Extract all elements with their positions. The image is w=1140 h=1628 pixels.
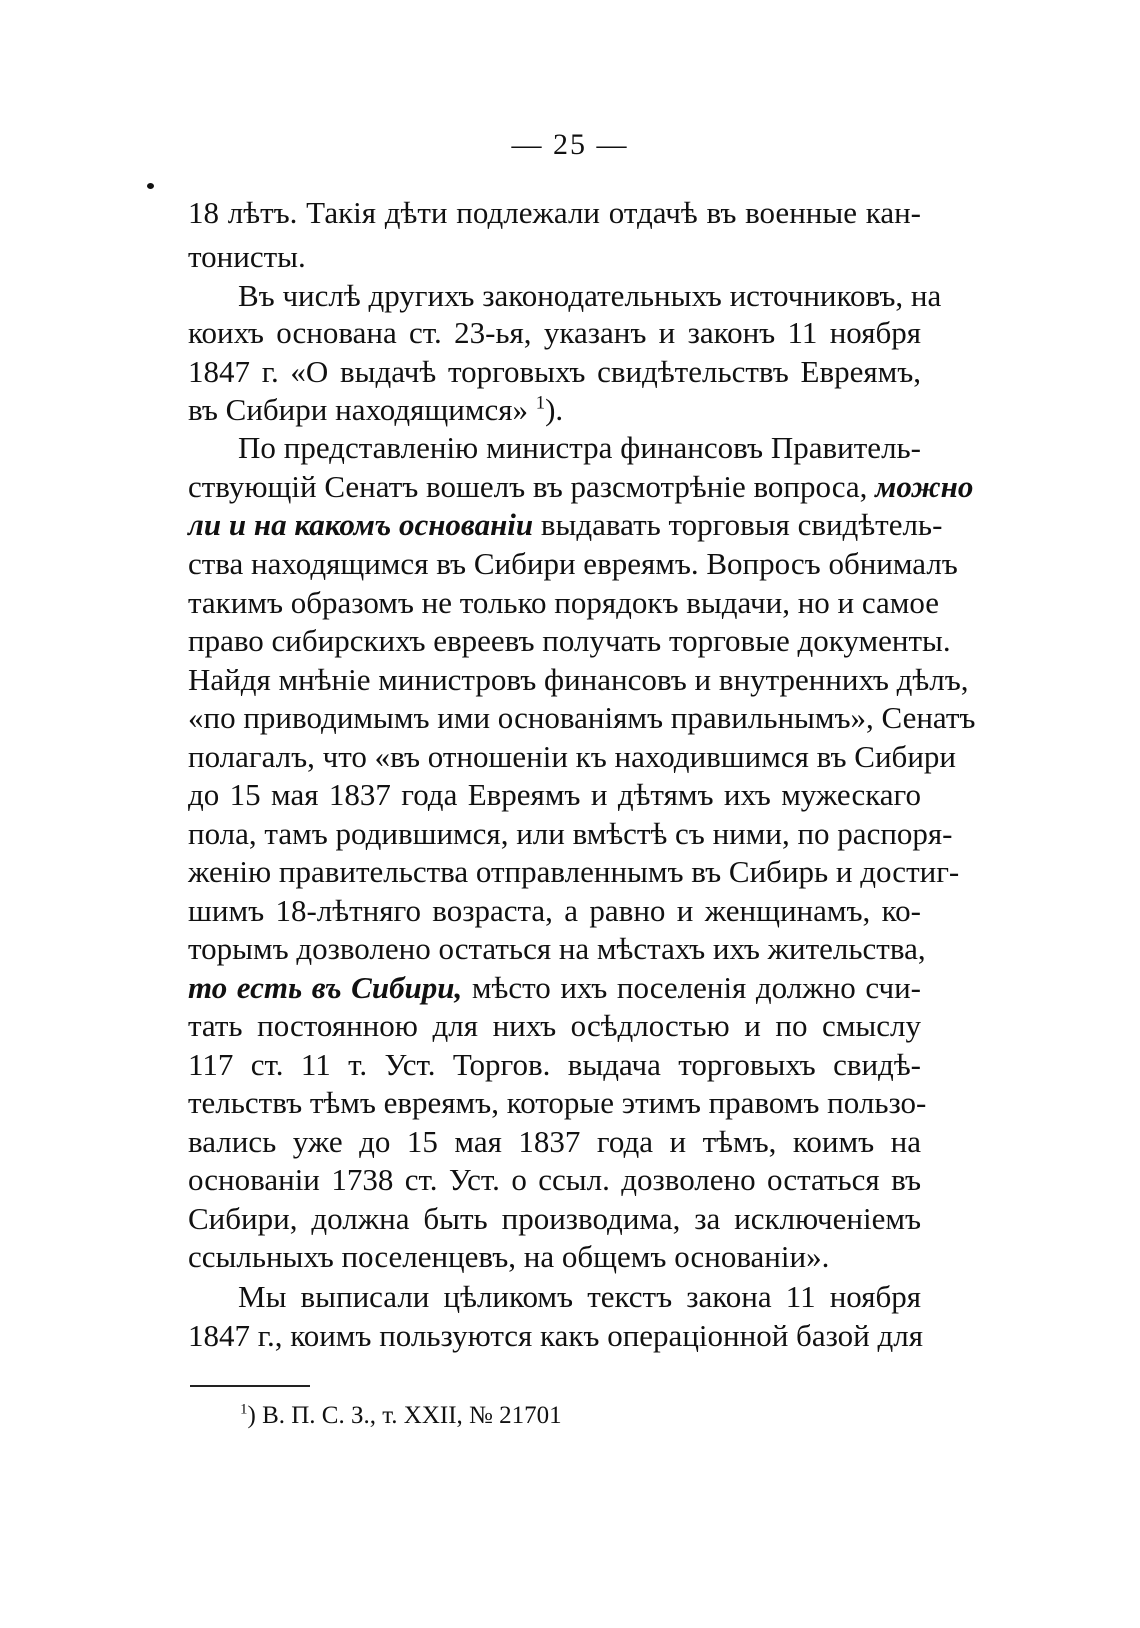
footnote-mark: 1 <box>240 1401 248 1418</box>
text-line-15: полагалъ, что «въ отношеніи къ находившимся въ Сибири <box>188 739 957 774</box>
text-line-30: 1847 г., коимъ пользуются какъ операціонной базой для <box>188 1318 923 1353</box>
text-line-17: пола, тамъ родившимся, или вмѣстѣ съ ними, по распоря- <box>188 816 953 851</box>
text-line-12: право сибирскихъ евреевъ получать торговые документы. <box>188 623 951 658</box>
text-line-9 <box>188 503 943 547</box>
text-line-14: «по приводимымъ ими основаніямъ правильнымъ», Сенатъ <box>188 700 976 735</box>
text-line-18: женію правительства отправленнымъ въ Сибирь и достиг- <box>188 854 960 889</box>
text-line-28: ссыльныхъ поселенцевъ, на общемъ основаніи». <box>188 1239 830 1274</box>
text-line-7: По представленію министра финансовъ Правитель- <box>238 430 921 465</box>
text-line-22: тать постоянною для нихъ осѣдлостью и по смыслу <box>188 1008 921 1043</box>
italic-phrase-2: ли и на какомъ основаніи <box>188 507 534 542</box>
footnote-separator <box>190 1385 310 1387</box>
ink-mark <box>147 183 154 189</box>
text-line-11: такимъ образомъ не только порядокъ выдачи, но и самое <box>188 585 940 620</box>
text-line-27: Сибири, должна быть производима, за исключеніемъ <box>188 1201 921 1236</box>
text-line-4: коихъ основана ст. 23-ья, указанъ и законъ 11 ноября <box>188 315 921 350</box>
text-line-10: ства находящимся въ Сибири евреямъ. Вопросъ обнималъ <box>188 546 958 581</box>
text-line-13: Найдя мнѣніе министровъ финансовъ и внутреннихъ дѣлъ, <box>188 662 969 697</box>
italic-phrase-3: то есть въ Сибири, <box>188 970 463 1005</box>
page-number: — 25 — <box>511 128 629 161</box>
footnote-ref: 1 <box>535 392 546 414</box>
text-line-9-tail: выдавать торговыя свидѣтель- <box>540 507 943 542</box>
text-line-16: до 15 мая 1837 года Евреямъ и дѣтямъ ихъ мужескаго <box>188 777 921 812</box>
text-line-20: торымъ дозволено остаться на мѣстахъ ихъ жительства, <box>188 931 926 966</box>
text-line-2: тонисты. <box>188 239 306 274</box>
footnote: $^1$) В. П. С. З., т. XXII, № 21701 <box>240 1401 562 1429</box>
text-line-6-tail: ). <box>545 392 564 427</box>
footnote-text: В. П. С. З., т. XXII, № 21701 <box>262 1402 562 1429</box>
text-line-25: вались уже до 15 мая 1837 года и тѣмъ, коимъ на <box>188 1124 921 1159</box>
text-line-1: 18 лѣтъ. Такія дѣти подлежали отдачѣ въ военные кан- <box>188 195 921 230</box>
text-line-6-main: въ Сибири находящимся» <box>188 392 529 427</box>
text-line-29: Мы выписали цѣликомъ текстъ закона 11 ноября <box>238 1279 921 1314</box>
text-line-5: 1847 г. «О выдачѣ торговыхъ свидѣтельствъ Евреямъ, <box>188 354 921 389</box>
text-line-3: Въ числѣ другихъ законодательныхъ источниковъ, на <box>238 278 942 313</box>
text-line-8-main: ствующій Сенатъ вошелъ въ разсмотрѣніе вопроса, <box>188 469 868 504</box>
text-line-23: 117 ст. 11 т. Уст. Торгов. выдача торговыхъ свидѣ- <box>188 1047 921 1082</box>
text-line-26: основаніи 1738 ст. Уст. о ссыл. дозволено остаться въ <box>188 1162 921 1197</box>
text-line-21-tail: мѣсто ихъ поселенія должно счи- <box>471 970 921 1005</box>
italic-phrase: можно <box>875 469 974 504</box>
text-line-19: шимъ 18-лѣтняго возраста, а равно и женщинамъ, ко- <box>188 893 921 928</box>
text-line-24: тельствъ тѣмъ евреямъ, которые этимъ правомъ пользо- <box>188 1085 927 1120</box>
